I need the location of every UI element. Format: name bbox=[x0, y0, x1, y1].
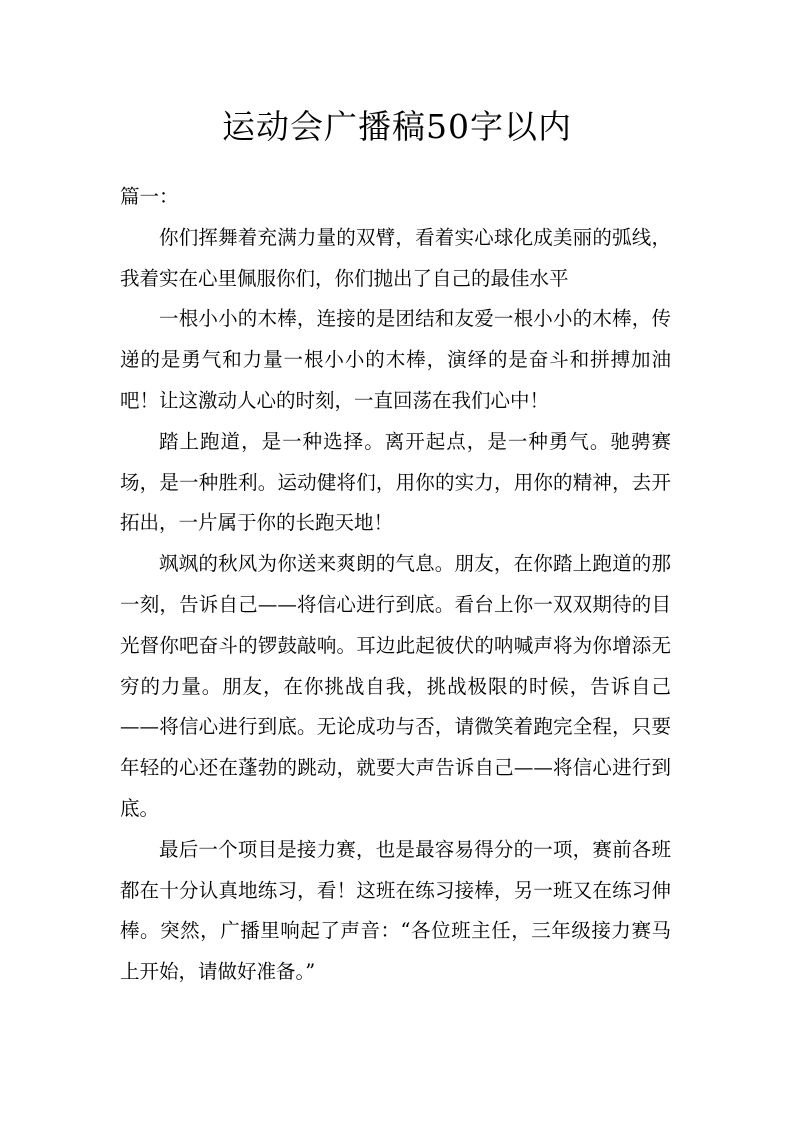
paragraph-2: 一根小小的木棒，连接的是团结和友爱一根小小的木棒，传递的是勇气和力量一根小小的木棒，演绎的是奋斗和拼搏加油吧！让这激动人心的时刻，一直回荡在我们心中！ bbox=[120, 307, 671, 412]
paragraph-3: 踏上跑道，是一种选择。离开起点，是一种勇气。驰骋赛场，是一种胜利。运动健将们，用你的实力，用你的精神，去开拓出，一片属于你的长跑天地！ bbox=[120, 429, 671, 535]
paragraph-1: 你们挥舞着充满力量的双臂，看着实心球化成美丽的弧线，我着实在心里佩服你们，你们抛出了自己的最佳水平 bbox=[120, 225, 671, 290]
document-body bbox=[120, 177, 671, 993]
paragraph-5: 最后一个项目是接力赛，也是最容易得分的一项，赛前各班都在十分认真地练习，看！这班在练习接棒，另一班又在练习伸棒。突然，广播里响起了声音：“各位班主任，三年级接力赛马上开始，请做好准备。” bbox=[120, 837, 671, 984]
section-label: 篇一： bbox=[120, 185, 179, 208]
document-title: 运动会广播稿50字以内 bbox=[222, 107, 572, 146]
paragraph-4: 飒飒的秋风为你送来爽朗的气息。朋友，在你踏上跑道的那一刻，告诉自己——将信心进行到底。看台上你一双双期待的目光督你吧奋斗的锣鼓敲响。耳边此起彼伏的呐喊声将为你增添无穷的力量。朋友，在你挑战自我，挑战极限的时候，告诉自己——将信心进行到底。无论成功与否，请微笑着跑完全程，只要年轻的心还在蓬勃的跳动，就要大声告诉自己——将信心进行到底。 bbox=[120, 552, 671, 820]
